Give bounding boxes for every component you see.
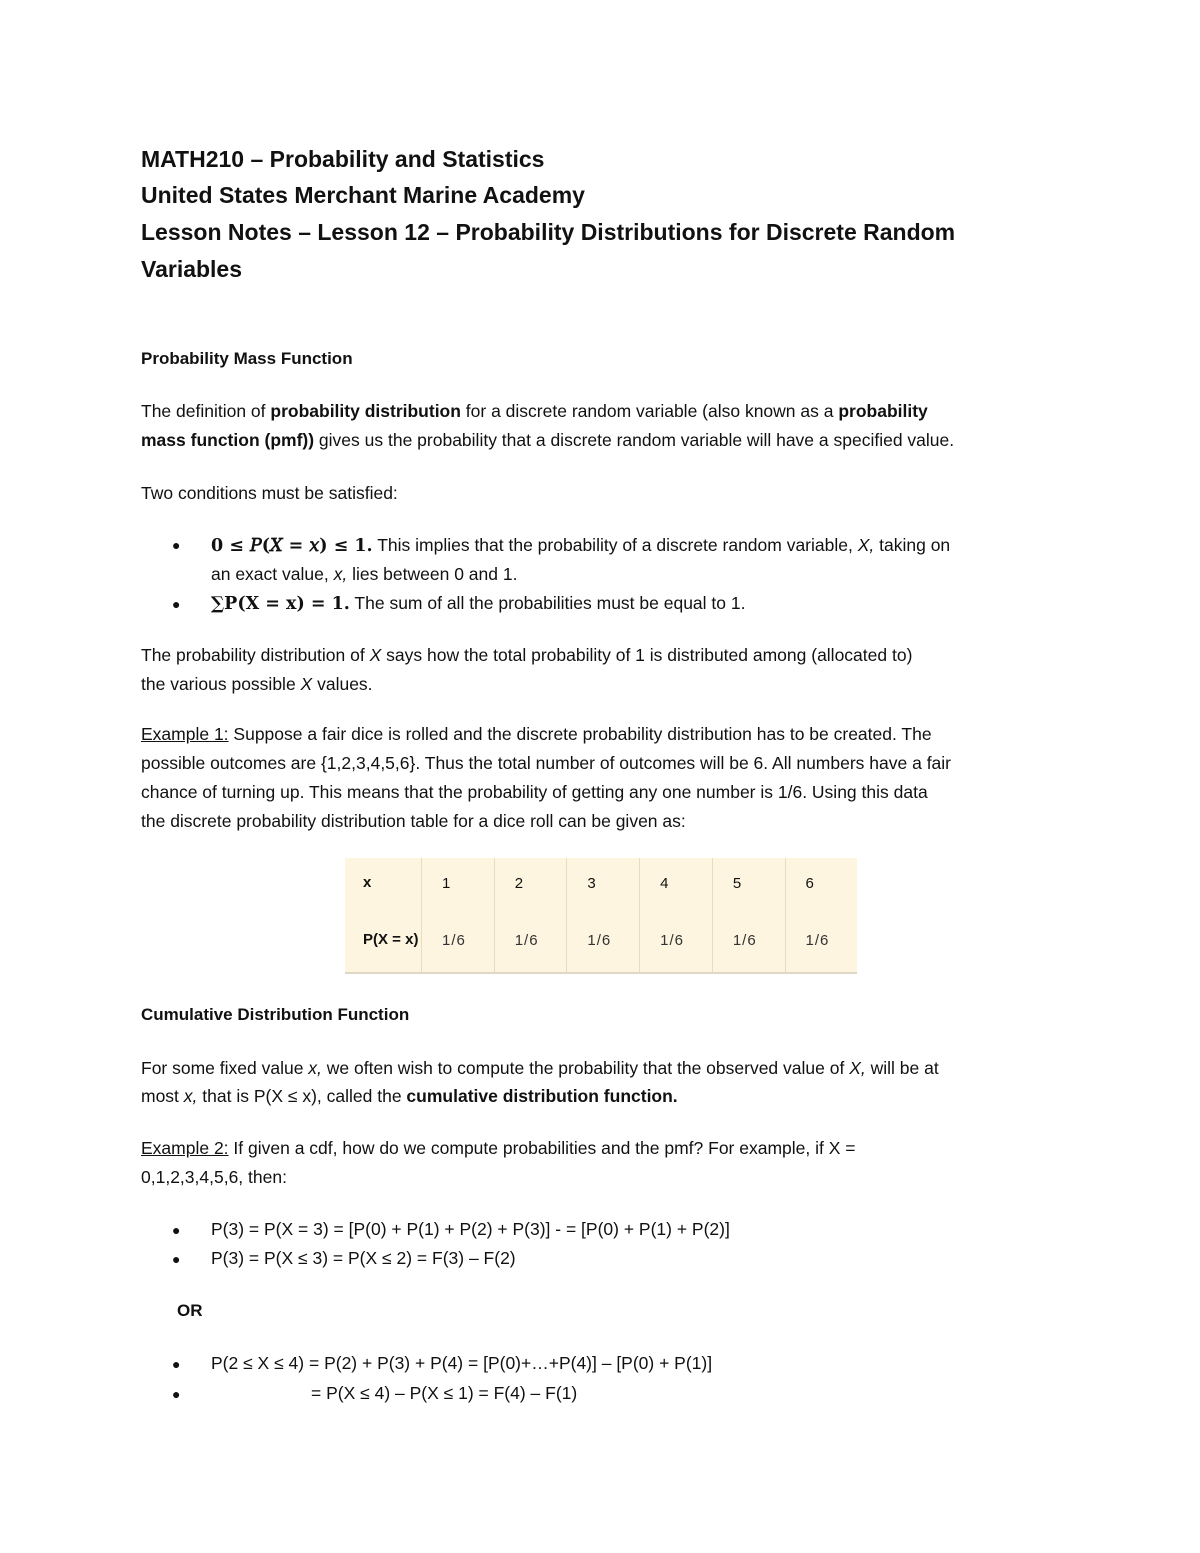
lesson-title-cont: Variables: [141, 256, 243, 282]
cdf-heading: Cumulative Distribution Function: [141, 1005, 410, 1024]
institution-name: United States Merchant Marine Academy: [141, 182, 585, 208]
bullet-icon: [172, 1386, 184, 1402]
table-cell: 4: [640, 858, 713, 908]
example2-line1: Example 2: If given a cdf, how do we compute probabilities and the pmf? For example, if X =: [141, 1138, 856, 1158]
example2-bullet-4: = P(X ≤ 4) – P(X ≤ 1) = F(4) – F(1): [311, 1383, 578, 1403]
or-label: OR: [177, 1301, 203, 1320]
dice-distribution-table: [345, 858, 857, 974]
example2-bullet-1: P(3) = P(X = 3) = [P(0) + P(1) + P(2) + P(3)] - = [P(0) + P(1) + P(2)]: [211, 1219, 730, 1239]
table-cell: 5: [712, 858, 785, 908]
course-title: MATH210 – Probability and Statistics: [141, 146, 545, 172]
cdf-line1: For some fixed value x, we often wish to compute the probability that the observed value of X, will be at: [141, 1058, 939, 1078]
pmf-definition-line1: The definition of probability distribution for a discrete random variable (also known as a probability: [141, 401, 928, 421]
bullet-icon: [172, 596, 184, 612]
pmf-heading: Probability Mass Function: [141, 349, 353, 368]
table-cell: 6: [805, 874, 814, 892]
table-cell: 1/6: [805, 931, 830, 949]
table-cell: 1: [422, 858, 495, 908]
example1-label: Example 1:: [141, 724, 229, 744]
example1-line2: possible outcomes are {1,2,3,4,5,6}. Thus the total number of outcomes will be 6. All numbers have a fair: [141, 753, 951, 773]
example2-bullet-2: P(3) = P(X ≤ 3) = P(X ≤ 2) = F(3) – F(2): [211, 1248, 516, 1268]
table-cell: 1/6: [640, 908, 713, 973]
cdf-line2: most x, that is P(X ≤ x), called the cumulative distribution function.: [141, 1086, 678, 1106]
table-row: [345, 858, 857, 908]
distribution-explanation-line1: The probability distribution of X says how the total probability of 1 is distributed among (allocated to): [141, 645, 913, 665]
example2-line2: 0,1,2,3,4,5,6, then:: [141, 1167, 287, 1187]
table-row-label: x: [345, 858, 422, 908]
example1-line3: chance of turning up. This means that the probability of getting any one number is 1/6. Using this data: [141, 782, 928, 802]
condition-2: ∑P(X = x) = 𝟏. The sum of all the probabilities must be equal to 1.: [211, 593, 746, 614]
table-row-label: P(X = x): [345, 908, 422, 973]
condition-1: 0 ≤ 𝑃(𝑋 = 𝑥) ≤ 𝟏. This implies that the probability of a discrete random variable, X, taking on: [211, 535, 951, 556]
example2-bullet-3: P(2 ≤ X ≤ 4) = P(2) + P(3) + P(4) = [P(0)+…+P(4)] – [P(0) + P(1)]: [211, 1353, 713, 1373]
example2-label: Example 2:: [141, 1138, 229, 1158]
condition-1-cont: an exact value, x, lies between 0 and 1.: [211, 564, 518, 584]
conditions-intro: Two conditions must be satisfied:: [141, 483, 398, 503]
pmf-definition-line2: mass function (pmf)) gives us the probability that a discrete random variable will have a specified value.: [141, 430, 955, 450]
lesson-title: Lesson Notes – Lesson 12 – Probability Distributions for Discrete Random: [141, 219, 956, 245]
table-cell: 1/6: [422, 908, 495, 973]
bullet-icon: [172, 1356, 184, 1372]
table-cell: 1/6: [494, 908, 567, 973]
bullet-icon: [172, 1251, 184, 1267]
table-cell: 1/6: [712, 908, 785, 973]
example1-line1: Example 1: Suppose a fair dice is rolled and the discrete probability distribution has to be created. The: [141, 724, 932, 744]
table-cell: 1/6: [567, 908, 640, 973]
example1-line4: the discrete probability distribution table for a dice roll can be given as:: [141, 811, 686, 831]
table-cell: 2: [494, 858, 567, 908]
table-row: [345, 908, 857, 973]
table-cell: 3: [567, 858, 640, 908]
bullet-icon: [172, 1222, 184, 1238]
bullet-icon: [172, 537, 184, 553]
distribution-explanation-line2: the various possible X values.: [141, 674, 373, 694]
